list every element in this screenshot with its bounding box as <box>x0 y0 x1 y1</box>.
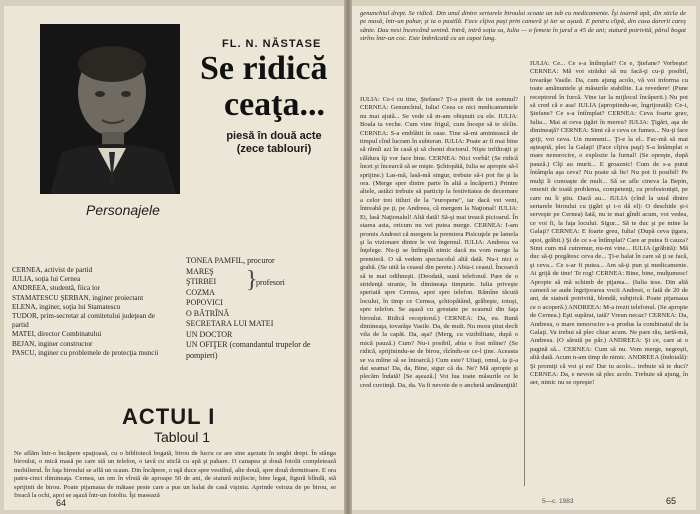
act-title: ACTUL I <box>122 404 216 429</box>
cast-item: TUDOR, prim-secretar al comitetului judeţean de partid <box>12 312 155 330</box>
author-portrait-image <box>40 24 180 194</box>
play-title-line2: ceaţa... <box>224 86 326 123</box>
author-name: FL. N. NĂSTASE <box>222 38 322 50</box>
cast-item: STAMATESCU ŞERBAN, inginer proiectant <box>12 293 144 302</box>
play-subtitle: piesă în două acte (zece tablouri) <box>226 130 322 155</box>
cast-heading: Personajele <box>86 202 160 218</box>
cast-item: BEJAN, inginer constructor <box>12 339 93 348</box>
cast-item: ŞTIRBEI <box>186 277 217 286</box>
cast-item: COZMA <box>186 287 215 297</box>
page-number-right: 65 <box>666 496 677 506</box>
author-photo <box>40 24 180 194</box>
column-divider <box>524 96 525 486</box>
book-gutter <box>344 0 352 514</box>
stage-direction: Ne aflăm într-o încăpere spaţioasă, cu o bibliotecă bogată, birou de lucru ce are sine aşezate în unghi drept. În stânga biroului, o mică masă pe care stă un telefon, o tavă cu sticlă cu apă şi pahare. O canapea şi două fotolii completează mobilierul. În faţa biroului se află un scaun. Din încăpere, o uşă duce spre vestibul, alte două, spre două dormitoare. E ora patru-cinci dimineaţa. Cernea, un om în vîrstă de aproape 50 de ani, de statură mijlocie, bine legat, figură blîndă, stă sprijinit de birou. Poate pijamaua de mătase peste care a pus un halat de casă vişiniu. Aprinde veioza de pe birou, se freacă la ochi, apoi se aşază într-un fotoliu. Îşi masează <box>14 450 336 500</box>
cast-brace: } <box>246 267 258 293</box>
cast-item: MATEI, director Combinatului <box>12 330 102 339</box>
play-title-line1: Se ridică <box>200 50 328 87</box>
cast-item: UN DOCTOR <box>186 329 233 339</box>
cast-item: SECRETARA LUI MATEI <box>186 319 274 328</box>
dialogue-column-2: IULIA: Ce... Ce s-a întîmplat? Ce e, Ştefane? Vorbeşte! CERNEA: Mă voi strădui să nu facă-ţi cu-ţi posibil, tovarăşe Vasile. Da, cum ajung acolo, vă voi informa cu toate amănuntele şi măsurile stabilite. La revedere! (Pune receptorul în furcă. Vine iar la mijlocul încăperii.) Nu pot să cred că e asa! IULIA (apropiindu-se, îngrijorată): Ce-i, Ştefane? Ce s-a întîmplat? CERNEA: Ceva foarte grav, Iulia... Mai ai ceva ţigări în mereu? IULIA: Ţigări, aşa de dimineaţă? CERNEA: Simt că e ceva ce fumez... Nu-ţi face griji, voi ceva. Un moment... Ţi-e la el.. Fac-mă să mai aşteaptă, plec la Galaţi! (Face cîţiva paşi) S-a întâmplat o mare nenorocire, o explozie la furnal! (Se opreşte, după pauză.) Cîţi au murit... E groaznic! Cum de s-a putut întâmpla aşa ceva? Nu poate să fie! Nu pot fi posibil! Pe mulţi îi cunoaşte de mult... Să se afle cineva la Bepin, omenii de toată problema, competenţi, cu profesionişti, pe care nu îi ştiu. Dacă au... IULIA (cînd la unul dintre sertarele biroului cu ţigări şi i-o dă el): O deschide şi-i serveşte pe Cernea) Iată, nu te mai gîndi acum, voi vedea, ce voi fi, la faţa locului. Sigur... Să te duc şi pe mine la Galaţi? CERNEA: E foarte greu, Iulia! (După ceva ţigara, apoi, grăbit.) Şi de ce s-a întîmplat? Care ar putea fi cauza? Simt cum mă cutremur, nu-mi vine... IULIA (grăbită): Mă duc să-ţi pregătesc ceva de... Ţi-e halat în care să ţi se facă, şi ceva... Ce s-ar fi putea... Am să-ţi pun şi medicamente. Ai grijă de tine! Te rog! CERNEA: Bine, bine, mulţumesc! Apropie să mă schimb de pijama... (Iulia iese. Din altă cameră se aude îngrijorarea vocii Andreei, o fată de 20 de ani, de statură potrivită, blondă, subţirică. Poate pijamaua ce o acoperă.) ANDREEA: M-a trezit telefonul. (Se apropie de Cernea.) Eşti supărat, tată? Vreun necaz? CERNEA: Da, Andreea, o mare nenorocire s-a produs la combinatul de la Galaţi. Va trebui să plec chiar acum. Ne pare rău, iartă-mă, Andreea. (O sărută pe păr.) ANDREEA: Şi ce, care ai o pagină să... CERNEA: Cum să nu. Vom merge, negreşit, altă dată. Acum n-am timp de nimic. ANDREEA (îndoială): Şi promiţi că voi şi eu! Dar tu acolo... trebuie să te duci? CERNEA: Da, e nevoie să plec acolo. Trebuie să ajung, în aer, nimic nu se opreşte! <box>530 60 688 387</box>
cast-item: UN OFIŢER (comandantul trupelor de pompieri) <box>186 340 311 360</box>
cast-item: ANDREEA, studentă, fiica lor <box>12 284 101 293</box>
footer-mark: 5—c. 1983 <box>542 498 574 505</box>
right-page <box>352 6 696 510</box>
left-page <box>4 6 344 510</box>
cast-item: POPOVICI <box>186 298 223 307</box>
cast-item: PASCU, inginer cu problemele de protecţia muncii <box>12 348 159 357</box>
cast-item: O BĂTRÎNĂ <box>186 308 230 318</box>
page-number-left: 64 <box>56 498 67 508</box>
scene-title: Tabloul 1 <box>154 429 211 445</box>
cast-item: MAREŞ <box>186 266 214 276</box>
cast-item: ELENA, inginer, soţia lui Stamatescu <box>12 302 121 311</box>
cast-item: CERNEA, activist de partid <box>12 266 93 274</box>
cast-list-left <box>12 266 162 358</box>
cast-list-right <box>186 256 336 361</box>
cast-group-label: profesori <box>256 278 285 287</box>
dialogue-column-1: IULIA: Ce-i cu tine, Ştefane? Ţi-a pierit de tot somnul? CERNEA: Genunchiul, Iulia! Ceea ce nici medicamentele nu mai ajută... Se vede că m-am obişnuit cu ele. IULIA: Boala ta veche. Cum vine frigul, cum începe să te sîcîie. CERNEA: S-a emblătit în oase. Tine să-mi amintească de timpul cînd lucram în subteran. IULIA: Poate ar fi mai bine să rămîi azi în casă şi să chemi doctorul. Nişte infiltraţii şi căldura îţi vor face bine. CERNEA: Nici vorbă! (Se ridică încet şi încearcă să se mişte. Şchiopătă, Iulia se apropie să-l sprijine.) Las-mă, lasă-mă singur, trebuie să-i pot fie şi la ora. (Merge spre dintre parte în altă a încăperii.) Printre altele, astăzi trebuie să particip la festivitatea de decernare a celor trei titluri de la "europene", iar dacă vei veni, întreabă pe ţi, pe Andreea, că mergem la Naţional! IULIA: Ei, lasă Naţionalul! Altă dată! Să-şi mai treacă picioarul. În starea asta, oricum nu vei putea merge. CERNEA: I-am promis Andreei că mergem la premiera Pisicuţele pe lamela şi la vizionare dintre le voi îngemul. IULIA: Andreea va înţelege. Nu-ţi se întîmplă nimic dacă nu vom merge la premieră. O să vedem spectacolul altă dată. Nu-i nici o grabă. (Se uită la ceasul din perete.) Abia-i ceasul. Încearcă să te mai odihneşti. (Deodată, sună telefonul. Pare de o stridenţă stranie, în dimineaţa timpurie. Iulia priveşte speriată spre Cernea, apoi spre telefon. Rămîne tăcută locului, în timp ce Cernea, şchiopătând, grăbeşte, totuşi, spre telefon. Se aşază cu greutate pe scaunul din faţa biroului. Ridică receptorul.) CERNEA: Da, eu. Bună dimineaţa, tovarăşe Vasile. Da, de mult. Nu mora ştiut decît vila de la capăt. Da, aşa? (Merg, cu vizibilitate, după o mică pauză.) Cum? Nu-i posibil, abia e fost mîine? (Se ridică, sprijinindu-se de birou, rîzîndu-se ce-l ţine. Aceasta se va mîine să se întoarcă.) Cum este? Uitaţi, omul, ia ţi-a dat seama! Da, da, Bine, sigur că da. Ne? Mă apropie şi plecăm îndată! [Se aşează.] Voi lua toate măsurile ce le cred cuviinţă. Da, da. Va fi nevoie de o anchetă amănunţită! <box>360 96 518 389</box>
cast-item: TONEA PAMFIL, procuror <box>186 256 275 265</box>
intro-stage-direction: genunchiul drept. Se ridică. Din unul dintre sertarele biroului scoate un tub cu medicamente. Îşi toarnă apă, din sticla de pe masă, într-un pahar, şi ia o pastilă. Face cîţiva paşi prin cameră şi iar se aşază. E pentru clipă, din casa darerii careş sănie. Dau nesi încercând senină. Intră, intră soţia sa, Iulia — o femeie în jurul a 45 de ani; statură potrivită, părul bogat strîns într-un coc. Este îmbrăcată cu un capot lung. <box>360 10 686 43</box>
cast-item: IULIA, soţia lui Cernea <box>12 275 81 284</box>
